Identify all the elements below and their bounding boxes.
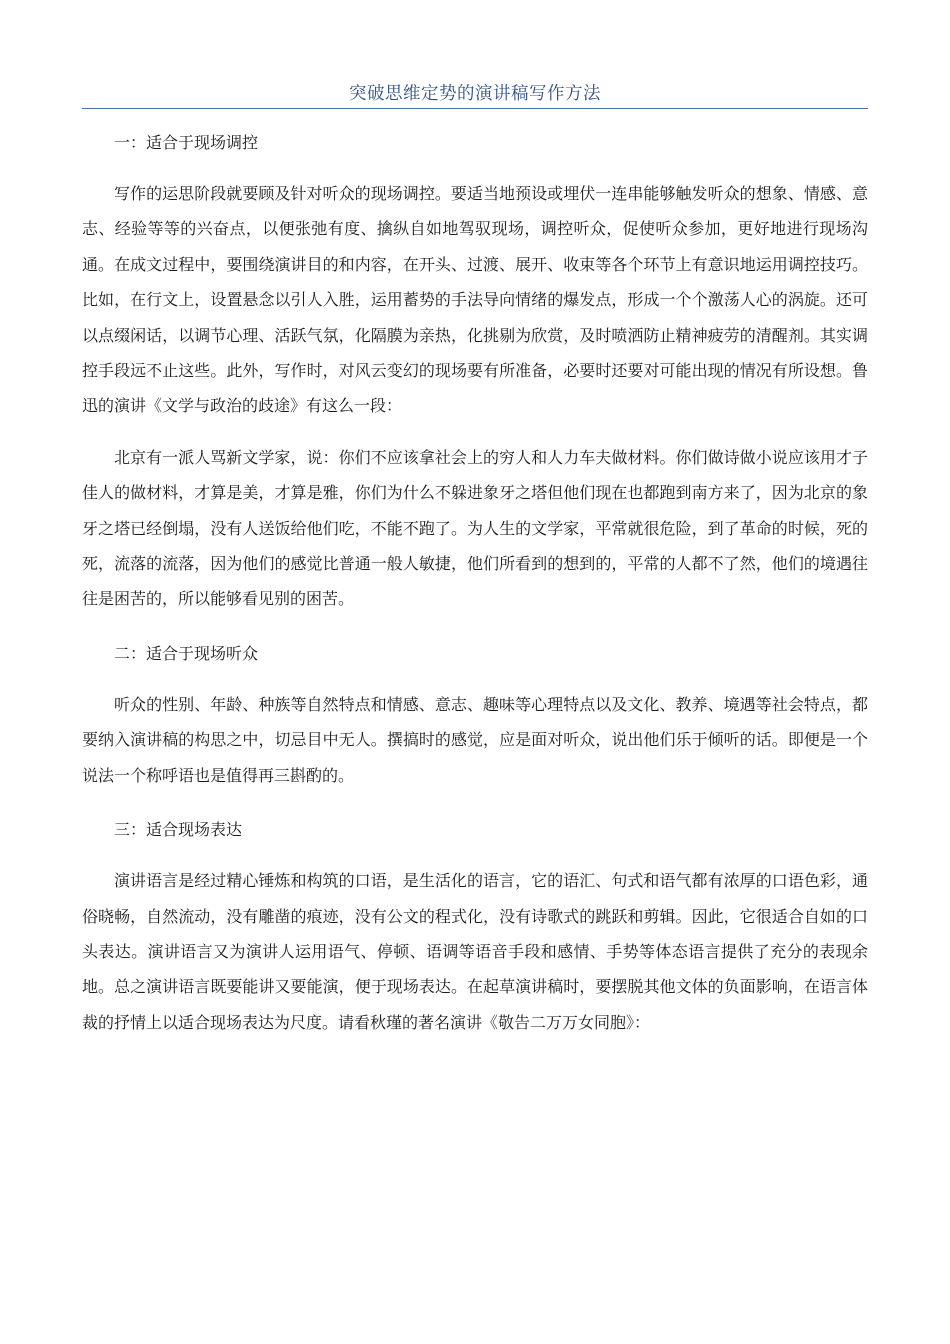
spacer xyxy=(82,845,868,863)
section-1 xyxy=(82,122,868,633)
section-2 xyxy=(82,633,868,809)
spacer xyxy=(82,669,868,687)
spacer xyxy=(82,793,868,809)
section-heading: 二：适合于现场听众 xyxy=(114,643,259,663)
spacer xyxy=(82,158,868,176)
section-heading: 三：适合现场表达 xyxy=(114,820,243,840)
section-paragraph: 写作的运思阶段就要顾及针对听众的现场调控。要适当地预设或埋伏一连串能够触发听众的想象、情感、意志、经验等等的兴奋点，以便张弛有度、擒纵自如地驾驭现场，调控听众，促使听众参加，更好地进行现场沟通。在成文过程中，要围绕演讲目的和内容，在开头、过渡、展开、收束等各个环节上有意识地运用调控技巧。比如，在行文上，设置悬念以引人入胜，运用蓄势的手法导向情绪的爆发点，形成一个个激荡人心的涡旋。还可以点缀闲话，以调节心理、活跃气氛，化隔膜为亲热，化挑剔为欣赏，及时喷洒防止精神疲劳的清醒剂。其实调控手段远不止这些。此外，写作时，对风云变幻的现场要有所准备，必要时还要对可能出现的情况有所设想。鲁迅的演讲《文学与政治的歧途》有这么一段： xyxy=(82,184,868,416)
quoted-paragraph: 北京有一派人骂新文学家，说：你们不应该拿社会上的穷人和人力车夫做材料。你们做诗做小说应该用才子佳人的做材料，才算是美，才算是雅，你们为什么不躲进象牙之塔但他们现在也都跑到南方来了，因为北京的象牙之塔已经倒塌，没有人送饭给他们吃，不能不跑了。为人生的文学家，平常就很危险，到了革命的时候，死的死，流落的流落，因为他们的感觉比普通一般人敏捷，他们所看到的想到的，平常的人都不了然，他们的境遇往往是困苦的，所以能够看见别的困苦。 xyxy=(82,447,868,609)
document-body xyxy=(82,122,868,1040)
section-heading: 一：适合于现场调控 xyxy=(114,133,259,152)
spacer xyxy=(82,424,868,440)
section-paragraph: 演讲语言是经过精心锤炼和构筑的口语，是生活化的语言，它的语汇、句式和语气都有浓厚的口语色彩，通俗晓畅，自然流动，没有雕凿的痕迹，没有公文的程式化，没有诗歌式的跳跃和剪辑。因此，它很适合自如的口头表达。演讲语言又为演讲人运用语气、停顿、语调等语音手段和感情、手势等体态语言提供了充分的表现余地。总之演讲语言既要能讲又要能演，便于现场表达。在起草演讲稿时，要摆脱其他文体的负面影响，在语言体裁的抒情上以适合现场表达为尺度。请看秋瑾的著名演讲《敬告二万万女同胞》： xyxy=(82,871,868,1032)
title-underline xyxy=(82,108,868,109)
section-paragraph: 听众的性别、年龄、种族等自然特点和情感、意志、趣味等心理特点以及文化、教养、境遇等社会特点，都要纳入演讲稿的构思之中，切忌目中无人。撰搞时的感觉，应是面对听众，说出他们乐于倾听的话。即便是一个说法一个称呼语也是值得再三斟酌的。 xyxy=(82,694,868,785)
spacer xyxy=(82,617,868,633)
document-title: 突破思维定势的演讲稿写作方法 xyxy=(349,84,601,104)
section-3 xyxy=(82,809,868,1040)
